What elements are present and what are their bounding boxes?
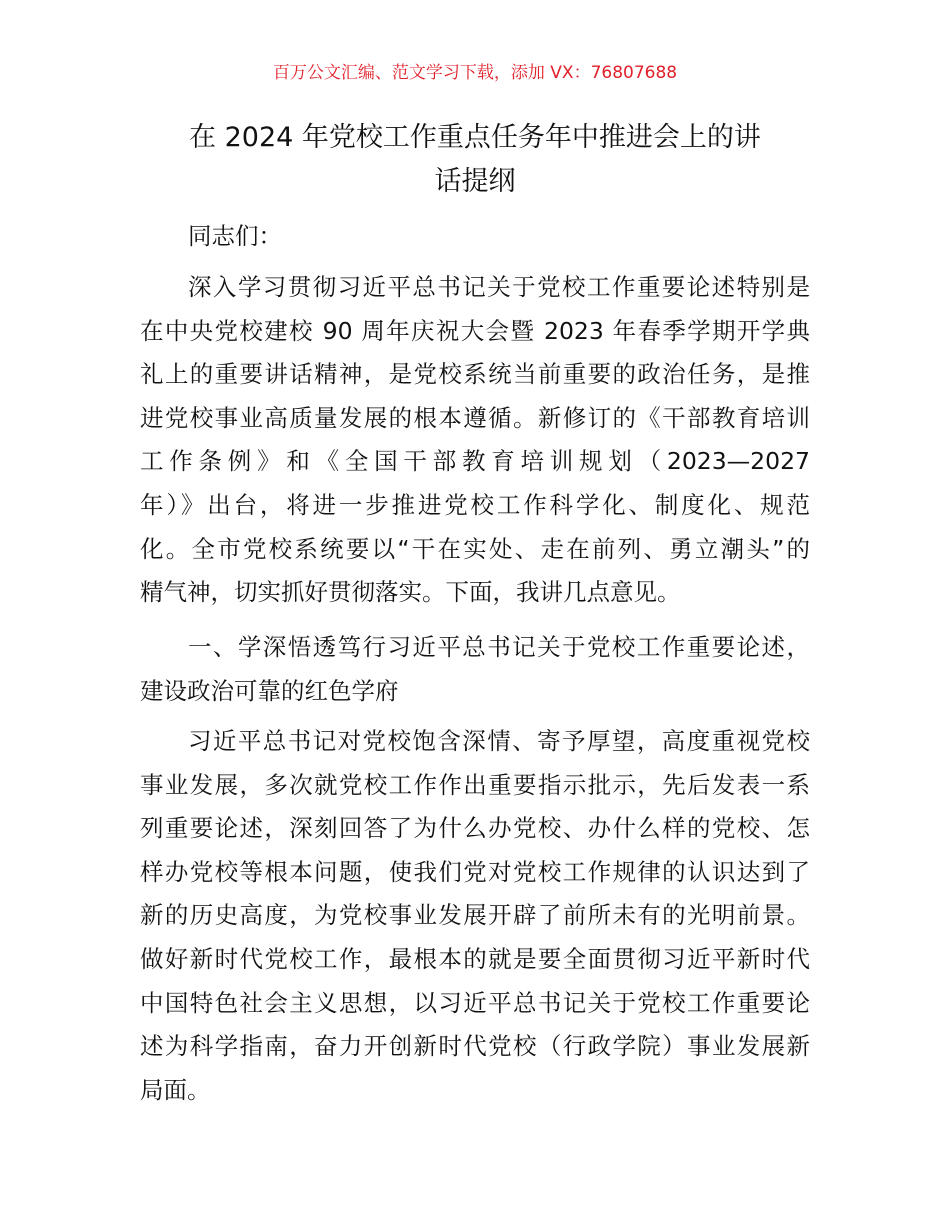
- text-line: 局面。: [140, 1075, 211, 1104]
- heading-line: 建设政治可靠的红色学府: [140, 676, 399, 705]
- text-line: 化。全市党校系统要以“干在实处、走在前列、勇立潮头”的: [140, 534, 810, 563]
- text-line: 述为科学指南，奋力开创新时代党校（行政学院）事业发展新: [140, 1032, 810, 1061]
- watermark-header: 百万公文汇编、范文学习下载，添加 VX：76807688: [272, 63, 678, 83]
- salutation-block: [140, 215, 810, 259]
- text-line: 工作条例》和《全国干部教育培训规划（2023—2027: [140, 447, 810, 476]
- text-line: 进党校事业高质量发展的根本遵循。新修订的《干部教育培训: [140, 403, 810, 432]
- text-line: 新的历史高度，为党校事业发展开辟了前所未有的光明前景。: [140, 901, 810, 930]
- text-line: 中国特色社会主义思想，以习近平总书记关于党校工作重要论: [140, 988, 810, 1017]
- text-line: 在中央党校建校 90 周年庆祝大会暨 2023 年春季学期开学典: [140, 316, 810, 345]
- salutation: 同志们：: [188, 222, 282, 250]
- text-line: 年）》出台，将进一步推进党校工作科学化、制度化、规范: [140, 490, 810, 519]
- paragraph-1: [140, 266, 810, 615]
- document-title: [140, 116, 810, 204]
- text-line: 做好新时代党校工作，最根本的就是要全面贯彻习近平新时代: [140, 944, 810, 973]
- title-line: 在 2024 年党校工作重点任务年中推进会上的讲: [189, 122, 761, 153]
- text-line: 习近平总书记对党校饱含深情、寄予厚望，高度重视党校: [188, 727, 810, 755]
- section-1-heading: [140, 626, 810, 713]
- text-line: 列重要论述，深刻回答了为什么办党校、办什么样的党校、怎: [140, 814, 810, 843]
- text-line: 深入学习贯彻习近平总书记关于党校工作重要论述特别是: [188, 273, 810, 301]
- text-line: 礼上的重要讲话精神，是党校系统当前重要的政治任务，是推: [140, 360, 810, 389]
- text-line: 样办党校等根本问题，使我们党对党校工作规律的认识达到了: [140, 857, 810, 886]
- text-line: 事业发展，多次就党校工作作出重要指示批示，先后发表一系: [140, 770, 810, 799]
- title-line: 话提纲: [434, 166, 516, 197]
- text-line: 精气神，切实抓好贯彻落实。下面，我讲几点意见。: [140, 578, 681, 607]
- paragraph-2: [140, 720, 810, 1112]
- heading-line: 一、学深悟透笃行习近平总书记关于党校工作重要论述，: [188, 633, 810, 661]
